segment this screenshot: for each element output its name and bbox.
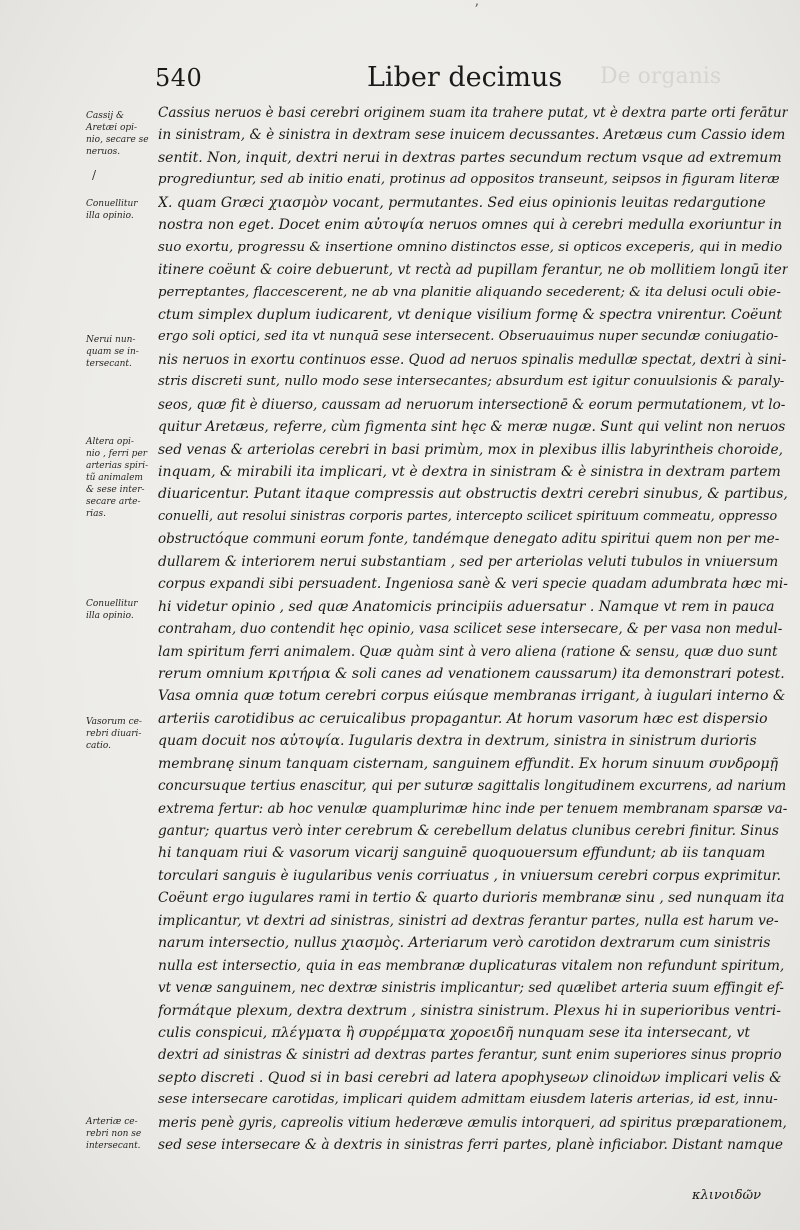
text-line: stris discreti sunt, nullo modo sese intersecantes; absurdum est igitur conuulsionis & paraly-	[158, 374, 785, 390]
text-line: quam docuit nos αὐτοψία. Iugularis dextra in dextrum, sinistra in sinistrum durioris	[158, 733, 757, 750]
marginal-note	[86, 436, 156, 520]
marginal-note-line: Cassij &	[86, 111, 125, 121]
text-line: torculari sanguis è iugularibus venis corriuatus , in vniuersum cerebri corpus exprimitur.	[158, 867, 782, 884]
marginal-note-line: illa opinio.	[86, 211, 134, 221]
text-line: dextri ad sinistras & sinistri ad dextras partes ferantur, sunt enim superiores sinus proprio	[158, 1047, 782, 1064]
text-line: membranę sinum tanquam cisternam, sanguinem effundit. Ex horum sinuum συνδρομῇ	[158, 755, 778, 772]
text-line: Coëunt ergo iugulares rami in tertio & quarto durioris membranæ sinu , sed nunquam ita	[158, 890, 785, 907]
text-line: nostra non eget. Docet enim αὐτοψία neruos omnes qui à cerebri medulla exoriuntur in	[158, 217, 783, 234]
text-line: perreptantes, flaccescerent, ne ab vna planitie aliquando secederent; & ita delusi oculi obie-	[158, 284, 781, 300]
marginal-note-line: Altera opi-	[86, 437, 134, 447]
text-line: nulla est intersectio, quia in eas membranæ duplicaturas vitalem non refundunt spiritum,	[158, 957, 785, 974]
page-number: 540	[155, 64, 203, 92]
text-line: rerum omnium κριτήρια & soli canes ad venationem caussarum) ita demonstrari potest.	[158, 665, 785, 682]
text-line: corpus expandi sibi persuadent. Ingeniosa sanè & veri specie quadam adumbrata hæc mi-	[158, 576, 788, 593]
body-text	[158, 102, 788, 1157]
margin-tick-mark: /	[92, 168, 97, 182]
text-line: ctum simplex duplum iudicarent, vt denique visilium formę & spectra vnirentur. Coëunt	[158, 306, 782, 323]
marginal-note-line: Aretæi opi-	[86, 123, 138, 133]
text-line: conuelli, aut resolui sinistras corporis partes, intercepto scilicet spirituum commeatu, oppresso	[158, 508, 778, 524]
text-line: dullarem & interiorem nerui substantiam , sed per arteriolas veluti tubulos in vniuersum	[158, 553, 779, 570]
text-line: septo discreti . Quod si in basi cerebri ad latera apophyseων clinoidων implicari velis &	[158, 1069, 782, 1086]
text-line: contraham, duo contendit hęc opinio, vasa scilicet sese intersecare, & per vasa non medul-	[158, 621, 783, 638]
text-line: gantur; quartus verò inter cerebrum & cerebellum delatus clunibus cerebri finitur. Sinus	[158, 823, 779, 839]
text-line: obstructóque communi eorum fonte, tandémque denegato aditu spiritui quem non per me-	[158, 531, 780, 548]
text-line: nis neruos in exortu continuos esse. Quod ad neruos spinalis medullæ spectat, dextri à sini-	[158, 351, 787, 368]
marginal-note-line: rebri diuari-	[86, 729, 142, 739]
text-line: lam spiritum ferri animalem. Quæ quàm sint à vero aliena (ratione & sensu, quæ duo sunt	[158, 643, 778, 660]
text-line: itinere coëunt & coire debuerunt, vt rectà ad pupillam ferantur, ne ob mollitiem longū iter	[158, 262, 788, 279]
marginal-note	[86, 110, 156, 158]
marginal-note-line: arterias spiri-	[86, 461, 149, 471]
text-line: inquam, & mirabili ita implicari, vt è dextra in sinistram & è sinistra in dextram partem	[158, 464, 781, 480]
marginal-note-line: tersecant.	[86, 359, 132, 369]
text-line: Cassius neruos è basi cerebri originem suam ita trahere putat, vt è dextra parte orti ferātur	[158, 105, 788, 121]
marginal-note-line: neruos.	[86, 147, 121, 157]
text-line: formátque plexum, dextra dextrum , sinistra sinistrum. Plexus hi in superioribus ventri-	[158, 1002, 781, 1019]
marginal-note-line: tũ animalem	[86, 473, 143, 483]
marginal-note-line: rias.	[86, 509, 107, 519]
text-line: culis conspicui, πλέγματα ἢ συρρέμματα χοροειδῆ nunquam sese ita intersecant, vt	[158, 1024, 750, 1041]
text-line: meris penè gyris, capreolis vitium hederæve æmulis intorqueri, ad spiritus præparationem,	[158, 1114, 787, 1131]
text-line: sed venas & arteriolas cerebri in basi primùm, mox in plexibus illis labyrintheis choroide,	[158, 441, 784, 458]
text-line: ergo soli optici, sed ita vt nunquā sese intersecent. Obseruauimus nuper secundæ coniugatio-	[158, 329, 779, 345]
marginal-note-line: nio , ferri per	[86, 449, 148, 459]
marginal-note-line: Conuellitur	[86, 599, 138, 609]
text-line: Vasa omnia quæ totum cerebri corpus eiúsque membranas irrigant, à iugulari interno &	[158, 688, 786, 705]
marginal-note-line: & sese inter-	[86, 485, 145, 495]
marginal-note	[86, 598, 156, 622]
text-line: extrema fertur: ab hoc venulæ quamplurimæ hinc inde per tenuem membranam sparsæ va-	[158, 800, 788, 817]
top-ink-mark: ʼ	[474, 2, 479, 18]
marginal-note	[86, 334, 156, 370]
text-line: implicantur, vt dextri ad sinistras, sinistri ad dextras ferantur partes, nulla est harum ve-	[158, 912, 779, 929]
marginal-note	[86, 716, 156, 752]
marginal-note-line: intersecant.	[86, 1141, 141, 1151]
marginal-note-line: quam se in-	[86, 347, 139, 357]
marginal-note-line: nio, secare se	[86, 135, 149, 145]
text-line: sese intersecare carotidas, implicari quidem admittam eiusdem lateris arterias, id est, innu-	[158, 1092, 778, 1108]
marginal-note	[86, 1116, 156, 1152]
text-line: in sinistram, & è sinistra in dextram sese inuicem decussantes. Aretæus cum Cassio idem	[158, 127, 786, 144]
show-through-text: De organis	[600, 64, 722, 89]
text-line: quitur Aretæus, referre, cùm figmenta sint hęc & meræ nugæ. Sunt qui velint non neruos	[158, 419, 786, 436]
text-line: X. quam Græci χιασμὸν vocant, permutantes. Sed eius opinionis leuitas redargutione	[158, 194, 766, 211]
text-line: progrediuntur, sed ab initio enati, protinus ad oppositos transeunt, seipsos in figuram literæ	[158, 172, 780, 188]
text-line: narum intersectio, nullus χιασμὸς. Arteriarum verò carotidon dextrarum cum sinistris	[158, 935, 771, 952]
marginal-note-line: Nerui nun-	[86, 335, 136, 345]
marginal-note-line: Arteriæ ce-	[86, 1117, 138, 1127]
text-line: sed sese intersecare & à dextris in sinistras ferri partes, planè inficiabor. Distant namque	[158, 1137, 784, 1154]
text-line: vt venæ sanguinem, nec dextræ sinistris implicantur; sed quælibet arteria suum effingit ef-	[158, 980, 784, 997]
text-line: suo exortu, progressu & insertione omnino distinctos esse, si opticos exceperis, qui in medio	[158, 239, 783, 255]
marginal-note-line: rebri non se	[86, 1129, 142, 1139]
marginal-note-line: Vasorum ce-	[86, 717, 142, 727]
catchword: κλινοιδῶν	[692, 1188, 762, 1203]
text-line: arteriis carotidibus ac ceruicalibus propagantur. At horum vasorum hæc est dispersio	[158, 710, 768, 727]
marginal-note-line: secare arte-	[86, 497, 141, 507]
text-line: seos, quæ fit è diuerso, caussam ad neruorum intersectionē & eorum permutationem, vt lo-	[158, 396, 786, 413]
text-line: concursuque tertius enascitur, qui per suturæ sagittalis longitudinem excurrens, ad narium	[158, 778, 787, 795]
text-line: diuaricentur. Putant itaque compressis aut obstructis dextri cerebri sinubus, & partibus,	[158, 486, 788, 503]
text-line: sentit. Non, inquit, dextri nerui in dextras partes secundum rectum vsque ad extremum	[158, 149, 782, 166]
marginal-note	[86, 198, 156, 222]
running-head: Liber decimus	[367, 62, 563, 93]
text-line: hi tanquam riui & vasorum vicarij sanguinē quoquouersum effundunt; ab iis tanquam	[158, 845, 766, 862]
marginal-note-line: Conuellitur	[86, 199, 138, 209]
marginal-note-line: illa opinio.	[86, 611, 134, 621]
text-line: hi videtur opinio , sed quæ Anatomicis principiis aduersatur . Namque vt rem in pauca	[158, 598, 775, 615]
marginal-note-line: catio.	[86, 741, 112, 751]
